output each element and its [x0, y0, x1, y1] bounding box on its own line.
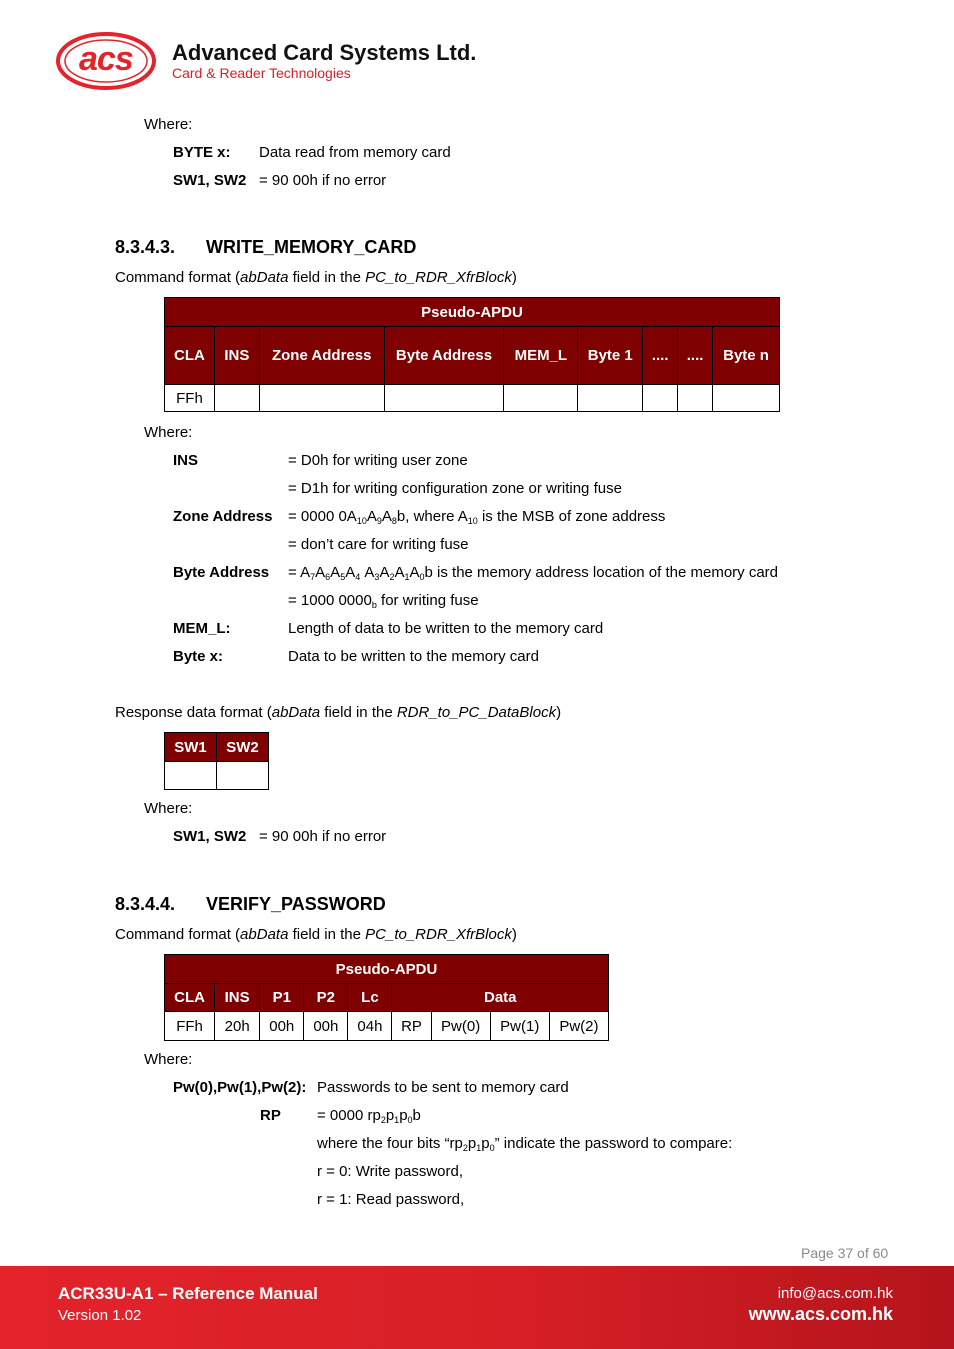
rp-value-4: r = 1: Read password,	[317, 1191, 465, 1208]
sw-key-top: SW1, SW2	[173, 172, 247, 189]
rp-value-1: = 0000 $rp_2p_1p_0b$	[317, 1107, 421, 1125]
rp-key: RP	[260, 1107, 281, 1124]
command-format-line-2: Command format (abData field in the PC_to_RDR_XfrBlock)	[115, 926, 517, 943]
ins-key: INS	[173, 452, 199, 469]
write-memory-apdu-table	[164, 297, 780, 412]
company-tagline: Card & Reader Technologies	[172, 65, 351, 81]
zone-address-key: Zone Address	[173, 508, 273, 525]
header-zone-address: Zone Address	[259, 327, 384, 385]
ins-value-2: = D1h for writing configuration zone or writing fuse	[288, 480, 622, 497]
pw-value: Passwords to be sent to memory card	[317, 1079, 569, 1096]
byte-address-key: Byte Address	[173, 564, 270, 581]
byte-address-value-1: = $A_7A_6A_5A_4$ $A_3A_2A_1A_0b$ is the memory address location of the memory card	[288, 564, 779, 582]
section-number-8344: 8.3.4.4.	[115, 894, 176, 914]
section-title-verify-password: VERIFY_PASSWORD	[206, 894, 386, 914]
header-dots-2: ....	[678, 327, 713, 385]
vp-value-pw1: Pw(1)	[490, 1012, 549, 1041]
where-label-8343: Where:	[144, 424, 193, 441]
where-label-response: Where:	[144, 800, 193, 817]
byte-x-key-2: Byte x:	[173, 648, 224, 665]
verify-password-apdu-table	[164, 954, 609, 1041]
resp-header-sw1: SW1	[165, 733, 217, 762]
command-format-line: Command format (abData field in the PC_to_RDR_XfrBlock)	[115, 269, 517, 286]
header-byte-n: Byte n	[713, 327, 780, 385]
header-dots-1: ....	[643, 327, 678, 385]
company-name: Advanced Card Systems Ltd.	[172, 40, 477, 65]
vp-header-lc: Lc	[348, 984, 392, 1012]
vp-value-p1: 00h	[260, 1012, 304, 1041]
footer-website-link[interactable]: www.acs.com.hk	[748, 1304, 893, 1324]
value-byte-address	[384, 385, 504, 412]
mem-l-key: MEM_L:	[173, 620, 231, 637]
byte-address-value-2: = 1000 $0000_b$ for writing fuse	[288, 592, 479, 610]
where-label-top: Where:	[144, 116, 193, 133]
resp-value-sw2	[217, 762, 269, 790]
footer-bar	[0, 1266, 954, 1349]
sw-key-response: SW1, SW2	[173, 828, 247, 845]
vp-value-pw0: Pw(0)	[431, 1012, 490, 1041]
byte-x-value: Data read from memory card	[259, 144, 451, 161]
vp-value-p2: 00h	[304, 1012, 348, 1041]
header-mem-l: MEM_L	[504, 327, 578, 385]
header-byte-1: Byte 1	[578, 327, 643, 385]
vp-value-cla: FFh	[165, 1012, 215, 1041]
header-byte-address: Byte Address	[384, 327, 504, 385]
rp-value-2: where the four bits “$rp_2p_1p_0$” indicate the password to compare:	[317, 1135, 733, 1153]
section-number-8343: 8.3.4.3.	[115, 237, 176, 257]
sw-value-response: = 90 00h if no error	[259, 828, 387, 845]
zone-address-value-2: = don’t care for writing fuse	[288, 536, 469, 553]
value-dots-2	[678, 385, 713, 412]
response-format-line: Response data format (abData field in the RDR_to_PC_DataBlock)	[115, 704, 562, 721]
value-dots-1	[643, 385, 678, 412]
page-number: Page 37 of 60	[801, 1245, 889, 1261]
vp-header-cla: CLA	[165, 984, 215, 1012]
sw-value-top: = 90 00h if no error	[259, 172, 387, 189]
company-logo	[55, 30, 477, 92]
value-zone-address	[259, 385, 384, 412]
pw-key: Pw(0),Pw(1),Pw(2):	[173, 1079, 307, 1096]
zone-address-value-1: = 0000 $0A_{10}A_9A_8b$, where $A_{10}$ is the MSB of zone address	[288, 508, 666, 526]
header-cla: CLA	[165, 327, 215, 385]
section-title-write-memory-card: WRITE_MEMORY_CARD	[206, 237, 417, 257]
value-cla: FFh	[165, 385, 215, 412]
value-byte-1	[578, 385, 643, 412]
footer-email-link[interactable]: info@acs.com.hk	[777, 1285, 893, 1302]
vp-header-ins: INS	[215, 984, 260, 1012]
resp-value-sw1	[165, 762, 217, 790]
response-table	[164, 732, 269, 790]
vp-value-lc: 04h	[348, 1012, 392, 1041]
vp-header-data: Data	[392, 984, 609, 1012]
resp-header-sw2: SW2	[217, 733, 269, 762]
where-label-8344: Where:	[144, 1051, 193, 1068]
header-ins: INS	[214, 327, 259, 385]
byte-x-value-2: Data to be written to the memory card	[288, 648, 539, 665]
logo-text: acs	[79, 40, 133, 78]
footer-title: ACR33U-A1 – Reference Manual	[58, 1284, 318, 1303]
vp-value-pw2: Pw(2)	[549, 1012, 608, 1041]
vp-value-rp: RP	[392, 1012, 431, 1041]
vp-header-p2: P2	[304, 984, 348, 1012]
value-ins	[214, 385, 259, 412]
vp-value-ins: 20h	[215, 1012, 260, 1041]
value-mem-l	[504, 385, 578, 412]
apdu-title-2: Pseudo-APDU	[165, 955, 609, 984]
apdu-title: Pseudo-APDU	[165, 298, 780, 327]
value-byte-n	[713, 385, 780, 412]
byte-x-key: BYTE x:	[173, 144, 231, 161]
ins-value-1: = D0h for writing user zone	[288, 452, 468, 469]
footer-version: Version 1.02	[58, 1307, 142, 1324]
mem-l-value: Length of data to be written to the memory card	[288, 620, 604, 637]
vp-header-p1: P1	[260, 984, 304, 1012]
rp-value-3: r = 0: Write password,	[317, 1163, 464, 1180]
